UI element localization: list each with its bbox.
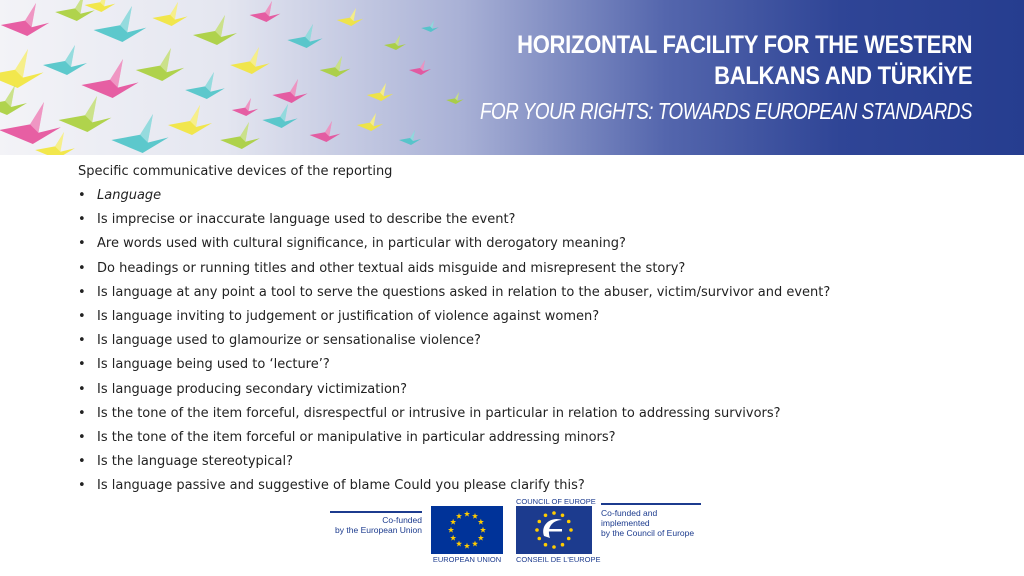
bullet-text: Are words used with cultural significance, in particular with derogatory meaning? — [97, 236, 626, 252]
origami-bird-icon — [409, 60, 431, 75]
coe-star-icon — [537, 537, 541, 541]
coe-caption-top: COUNCIL OF EUROPE — [516, 497, 596, 506]
coe-text-line1: Co-funded and implemented — [601, 508, 658, 528]
origami-bird-icon — [399, 130, 421, 145]
question-list — [78, 184, 978, 498]
origami-bird-icon — [446, 92, 464, 104]
origami-bird-icon — [232, 98, 258, 116]
coe-text-line2: by the Council of Europe — [601, 528, 695, 538]
origami-bird-icon — [230, 47, 270, 74]
banner-subtitle: FOR YOUR RIGHTS: TOWARDS EUROPEAN STANDARDS — [480, 98, 972, 124]
origami-bird-icon — [43, 45, 87, 75]
coe-star-icon — [567, 537, 571, 541]
bullet-text: Do headings or running titles and other textual aids misguide and misrepresent the story? — [97, 260, 686, 276]
bullet-marker: • — [78, 454, 86, 470]
origami-bird-icon — [111, 114, 168, 153]
eu-star-icon — [472, 513, 478, 519]
eu-star-icon — [464, 543, 470, 549]
bullet-item — [78, 281, 978, 305]
bullet-marker: • — [78, 405, 86, 421]
slide-content — [78, 160, 978, 498]
origami-bird-icon — [59, 96, 112, 132]
eu-text-line2: by the European Union — [335, 525, 422, 535]
origami-bird-icon — [272, 79, 307, 103]
bullet-item — [78, 329, 978, 353]
bullet-text: Is language being used to ‘lecture’? — [97, 357, 330, 373]
origami-bird-icon — [384, 35, 406, 50]
eu-star-icon — [478, 519, 484, 525]
origami-bird-icon — [168, 105, 212, 135]
coe-caption-bottom: CONSEIL DE L'EUROPE — [516, 555, 601, 564]
coe-star-icon — [544, 513, 548, 517]
eu-star-icon — [478, 535, 484, 541]
eu-star-icon — [472, 541, 478, 547]
bullet-item — [78, 305, 978, 329]
origami-bird-icon — [0, 49, 44, 88]
bullet-text: Is language at any point a tool to serve the questions asked in relation to the abuser, victim/survivor and event? — [97, 284, 831, 300]
eu-star-icon — [456, 541, 462, 547]
funding-footer — [0, 497, 1024, 576]
eu-star-icon — [450, 535, 456, 541]
coe-star-icon — [561, 543, 565, 547]
origami-bird-icon — [55, 0, 95, 21]
origami-bird-icon — [85, 0, 116, 12]
origami-bird-icon — [0, 85, 27, 115]
bullet-text: Is the language stereotypical? — [97, 454, 294, 470]
coe-star-icon — [552, 545, 556, 549]
council-of-europe-logo — [516, 506, 592, 554]
eu-flag-logo — [431, 506, 503, 554]
bullet-item — [78, 378, 978, 402]
eu-star-icon — [464, 511, 470, 517]
bullet-marker: • — [78, 212, 86, 228]
origami-bird-icon — [357, 113, 383, 131]
bullet-marker: • — [78, 284, 86, 300]
origami-bird-icon — [262, 104, 297, 128]
content-heading: Specific communicative devices of the reporting — [78, 164, 393, 179]
coe-e-bar — [546, 529, 562, 532]
bullet-item — [78, 426, 978, 450]
banner-title-line2: BALKANS AND TÜRKİYE — [713, 62, 972, 90]
origami-bird-icon — [136, 48, 184, 81]
bullet-marker: • — [78, 333, 86, 349]
origami-bird-icon — [367, 83, 393, 101]
bullet-text: Is imprecise or inaccurate language used to describe the event? — [97, 212, 516, 228]
bullet-item — [78, 353, 978, 377]
bullet-item — [78, 184, 978, 208]
eu-caption: EUROPEAN UNION — [432, 555, 502, 564]
coe-star-icon — [544, 543, 548, 547]
coe-star-icon — [537, 520, 541, 524]
origami-bird-icon — [287, 24, 322, 48]
bullet-marker: • — [78, 381, 86, 397]
banner-title — [517, 30, 972, 92]
eu-star-icon — [480, 527, 486, 533]
eu-cofunded-text — [330, 511, 422, 535]
header-banner — [0, 0, 1024, 155]
bullet-text: Is the tone of the item forceful, disrespectful or intrusive in particular in relation to addressing survivors? — [97, 405, 781, 421]
coe-star-icon — [561, 513, 565, 517]
bullet-marker: • — [78, 308, 86, 324]
bullet-item — [78, 208, 978, 232]
eu-star-icon — [448, 527, 454, 533]
origami-bird-icon — [337, 8, 363, 26]
bullet-item — [78, 450, 978, 474]
coe-e-symbol — [543, 519, 562, 538]
bullet-text: Is language inviting to judgement or justification of violence against women? — [97, 308, 600, 324]
origami-bird-icon — [152, 2, 187, 26]
bullet-marker: • — [78, 260, 86, 276]
banner-title-line1: HORIZONTAL FACILITY FOR THE WESTERN — [516, 31, 972, 59]
origami-bird-icon — [310, 121, 341, 142]
bullet-text: Is language used to glamourize or sensationalise violence? — [97, 333, 481, 349]
origami-bird-icon — [1, 3, 49, 36]
bullet-item — [78, 257, 978, 281]
eu-text-line1: Co-funded — [382, 515, 422, 525]
origami-bird-icon — [250, 1, 281, 22]
coe-star-icon — [569, 528, 573, 532]
bullet-marker: • — [78, 236, 86, 252]
bullet-marker: • — [78, 429, 86, 445]
coe-star-icon — [567, 520, 571, 524]
coe-star-icon — [535, 528, 539, 532]
origami-bird-icon — [220, 122, 260, 149]
bullet-item — [78, 474, 978, 498]
eu-star-icon — [456, 513, 462, 519]
bullet-marker: • — [78, 478, 86, 494]
bullet-marker: • — [78, 188, 86, 203]
origami-bird-icon — [421, 20, 439, 32]
bullet-marker: • — [78, 357, 86, 373]
coe-cofunded-text — [601, 503, 701, 538]
bullet-item — [78, 232, 978, 256]
eu-star-icon — [450, 519, 456, 525]
origami-birds-decoration — [0, 0, 470, 155]
bullet-text: Language — [97, 188, 162, 203]
origami-bird-icon — [320, 56, 351, 77]
bullet-item — [78, 402, 978, 426]
bullet-text: Is the tone of the item forceful or manipulative in particular addressing minors? — [97, 429, 616, 445]
coe-star-icon — [552, 511, 556, 515]
bullet-text: Is language passive and suggestive of blame Could you please clarify this? — [97, 478, 585, 494]
bullet-text: Is language producing secondary victimization? — [97, 381, 408, 397]
origami-bird-icon — [81, 59, 138, 98]
origami-bird-icon — [185, 72, 225, 99]
origami-bird-icon — [193, 15, 237, 45]
